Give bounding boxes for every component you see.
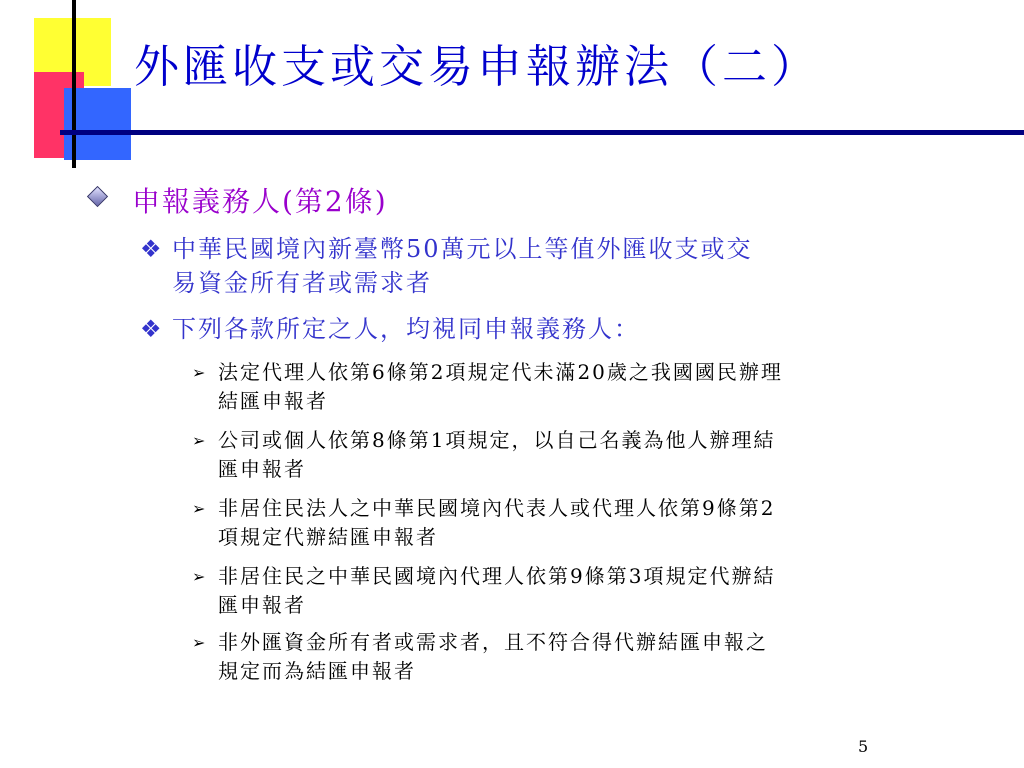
list-item-text: 公司或個人依第8條第1項規定，以自己名義為他人辦理結 匯申報者 bbox=[218, 428, 776, 481]
fleuron-bullet-icon: ❖ bbox=[140, 235, 162, 263]
arrow-bullet-icon: ➢ bbox=[192, 363, 206, 382]
bullet-level1-text: 申報義務人(第2條) bbox=[132, 185, 388, 218]
arrow-bullet-icon: ➢ bbox=[192, 499, 206, 518]
list-item-text: 非居住民法人之中華民國境內代表人或代理人依第9條第2 項規定代辦結匯申報者 bbox=[218, 496, 776, 549]
arrow-bullet-icon: ➢ bbox=[192, 567, 206, 586]
page-number: 5 bbox=[858, 737, 869, 756]
sub-item-text: 中華民國境內新臺幣50萬元以上等值外匯收支或交 易資金所有者或需求者 bbox=[172, 235, 753, 297]
list-item-text: 非外匯資金所有者或需求者，且不符合得代辦結匯申報之 規定而為結匯申報者 bbox=[218, 630, 768, 683]
decor-vertical-line bbox=[72, 0, 76, 168]
sub-item-text: 下列各款所定之人，均視同申報義務人： bbox=[172, 315, 640, 343]
fleuron-bullet-icon: ❖ bbox=[140, 315, 162, 343]
arrow-bullet-icon: ➢ bbox=[192, 633, 206, 652]
list-item-text: 非居住民之中華民國境內代理人依第9條第3項規定代辦結 匯申報者 bbox=[218, 564, 776, 617]
slide-title: 外匯收支或交易申報辦法（二） bbox=[134, 40, 821, 93]
title-underline bbox=[60, 130, 1024, 135]
diamond-bullet-icon bbox=[87, 186, 108, 207]
arrow-bullet-icon: ➢ bbox=[192, 431, 206, 450]
list-item-text: 法定代理人依第6條第2項規定代未滿20歲之我國國民辦理 結匯申報者 bbox=[218, 360, 783, 413]
